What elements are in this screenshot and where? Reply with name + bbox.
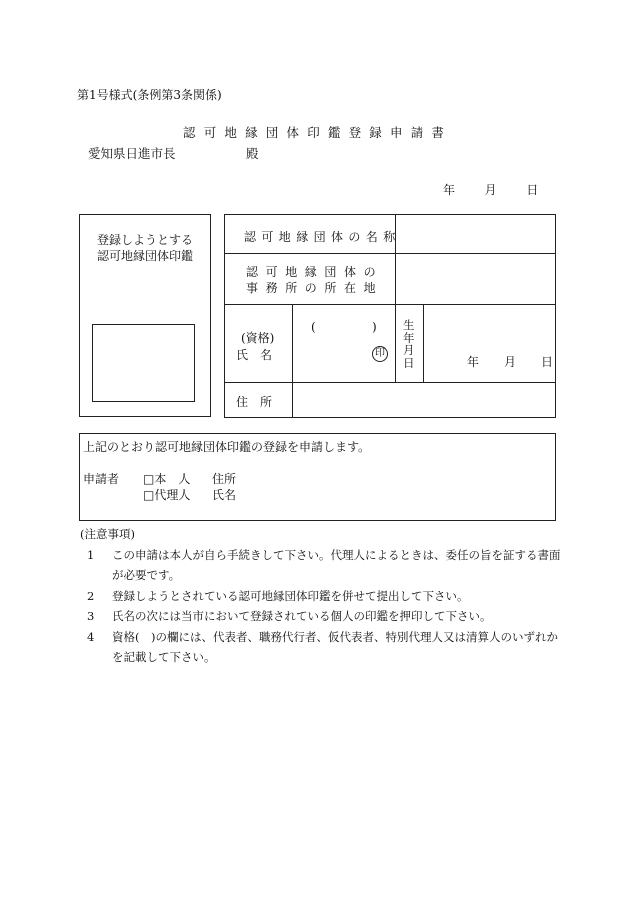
seal-registration-label: 登録しようとする 認可地縁団体印鑑 xyxy=(97,233,194,263)
group-name-field[interactable] xyxy=(397,216,554,252)
date-year-label: 年 xyxy=(443,183,456,197)
birth-date-field[interactable] xyxy=(467,353,553,370)
qualification-paren-open: ( xyxy=(311,320,316,334)
option-agent-checkbox[interactable]: □代理人 xyxy=(143,488,191,502)
group-name-label: 認可地縁団体の名称 xyxy=(244,230,401,244)
applicant-label: 申請者 xyxy=(83,472,120,486)
option-self-checkbox[interactable]: □本 人 xyxy=(143,472,191,486)
note-item: 1 この申請は本人が自ら手続きして下さい。代理人によるときは、委任の旨を証する書面が必要です。 xyxy=(87,547,561,582)
note-item: 3 氏名の次には当市において登録されている個人の印鑑を押印して下さい。 xyxy=(87,609,492,623)
address-label: 住 所 xyxy=(236,395,273,409)
date-month-label: 月 xyxy=(484,183,497,197)
notes-heading: (注意事項) xyxy=(80,527,135,541)
date-day-label: 日 xyxy=(526,183,539,197)
seal-mark: 印 xyxy=(372,346,388,362)
qualification-field[interactable] xyxy=(318,316,368,336)
office-address-field[interactable] xyxy=(397,255,554,303)
applicant-address-field[interactable] xyxy=(240,469,540,485)
applicant-name-label: 氏名 xyxy=(212,488,237,502)
notes-section xyxy=(80,524,565,668)
form-number: 第1号様式(条例第3条関係) xyxy=(77,88,222,102)
name-label: 氏 名 xyxy=(236,348,273,362)
birth-month-label: 月 xyxy=(504,355,517,369)
seal-impression-area[interactable] xyxy=(92,324,195,402)
note-item: 4 資格( )の欄には、代表者、職務代行者、仮代表者、特別代理人又は清算人のいずれかを記載して下さい。 xyxy=(87,629,558,664)
qualification-label: (資格) xyxy=(241,331,275,345)
application-statement: 上記のとおり認可地縁団体印鑑の登録を申請します。 xyxy=(83,440,371,454)
qualification-paren-close: ) xyxy=(372,320,377,334)
office-address-label: 認可地縁団体の 事務所の所在地 xyxy=(246,265,384,295)
name-field[interactable] xyxy=(296,340,368,376)
birth-day-label: 日 xyxy=(541,355,554,369)
form-title: 認可地縁団体印鑑登録申請書 xyxy=(183,125,453,140)
addressee: 愛知県日進市長 xyxy=(88,146,176,161)
note-item: 2 登録しようとされている認可地縁団体印鑑を併せて提出して下さい。 xyxy=(87,588,469,603)
birth-year-label: 年 xyxy=(467,355,480,369)
applicant-address-label: 住所 xyxy=(212,472,237,486)
applicant-name-field[interactable] xyxy=(240,485,540,501)
birth-date-label: 生 年 月 日 xyxy=(403,318,415,370)
address-field[interactable] xyxy=(294,384,554,416)
application-date[interactable] xyxy=(443,181,538,198)
honorific: 殿 xyxy=(246,146,259,161)
